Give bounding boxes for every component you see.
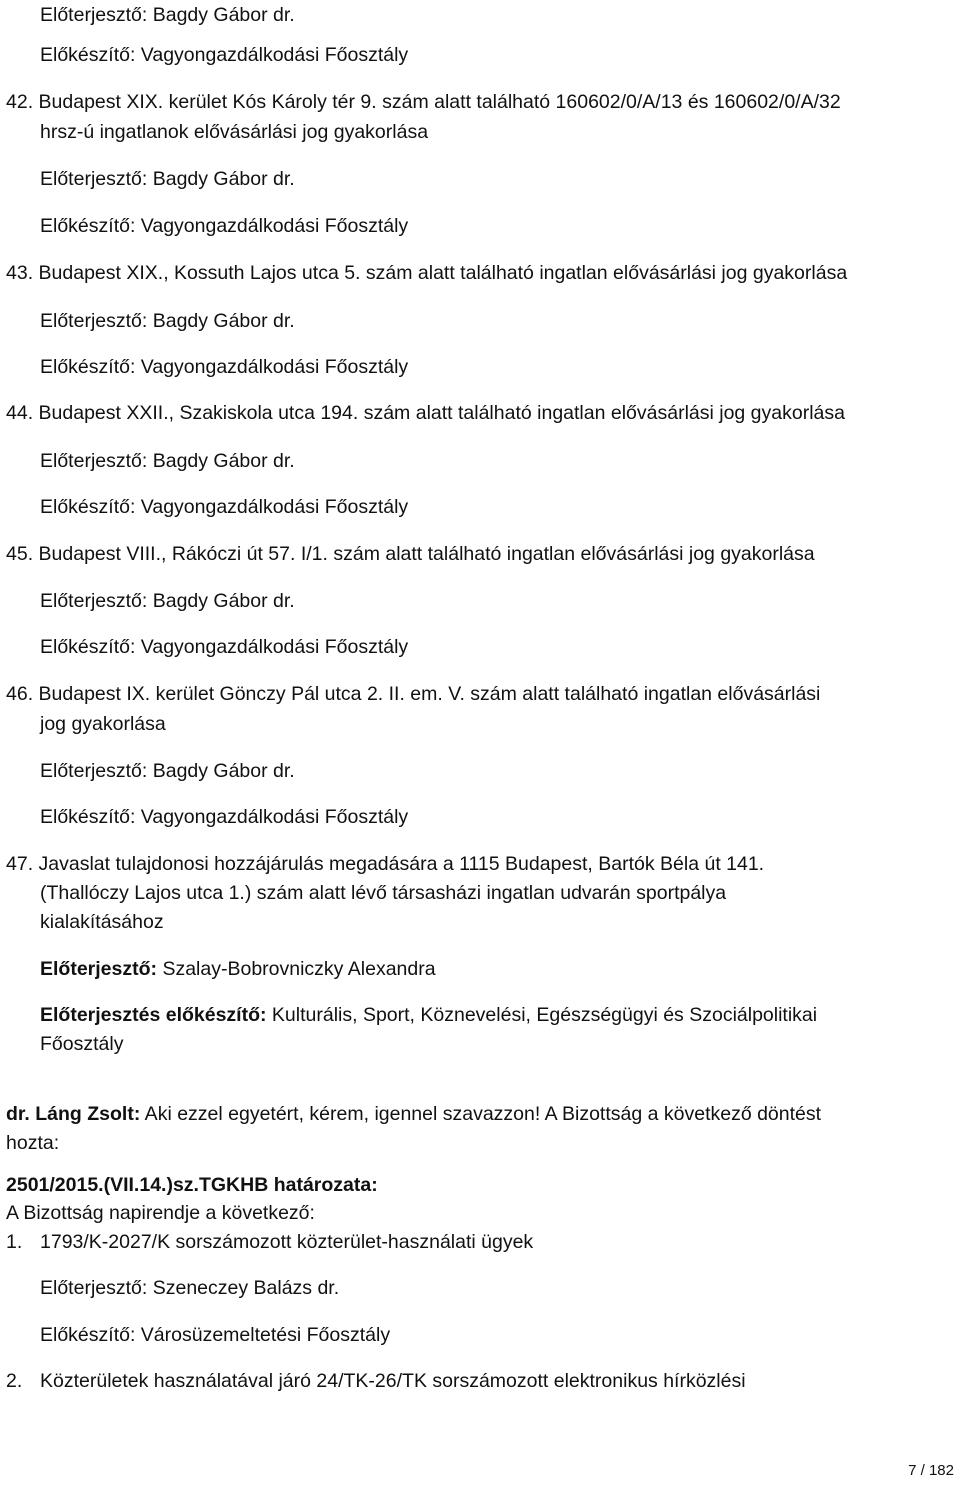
speaker-name: dr. Láng Zsolt:	[6, 1103, 141, 1125]
eloterjeszto-value: Szalay-Bobrovniczky Alexandra	[157, 958, 436, 980]
elokeszites-label: Előterjesztés előkészítő:	[40, 1004, 267, 1026]
eloterjeszto-line: Előterjesztő: Bagdy Gábor dr.	[40, 760, 295, 782]
agenda-item-46-cont: jog gyakorlása	[40, 713, 166, 735]
resolution-title: 2501/2015.(VII.14.)sz.TGKHB határozata:	[6, 1174, 378, 1196]
elokeszito-line: Előkészítő: Vagyongazdálkodási Főosztály	[40, 636, 409, 658]
agenda-item-47-cont: kialakításához	[40, 911, 164, 933]
eloterjeszto-line: Előterjesztő: Bagdy Gábor dr.	[40, 4, 295, 26]
point-text: 1793/K-2027/K sorszámozott közterület-használati ügyek	[40, 1231, 534, 1253]
speech-line-cont: hozta:	[6, 1132, 60, 1154]
agenda-item-47: 47. Javaslat tulajdonosi hozzájárulás megadására a 1115 Budapest, Bartók Béla út 141.	[6, 853, 765, 875]
elokeszites-value: Kulturális, Sport, Köznevelési, Egészségügyi és Szociálpolitikai	[266, 1004, 818, 1026]
eloterjeszto-line	[40, 954, 436, 984]
point-number: 2.	[6, 1370, 23, 1392]
resolution-point-2	[6, 1366, 746, 1396]
page-number: 7 / 182	[908, 1462, 954, 1479]
elokeszito-line: Előkészítő: Városüzemeltetési Főosztály	[40, 1324, 391, 1346]
resolution-point-1	[6, 1227, 533, 1257]
speech-line	[6, 1099, 821, 1129]
elokeszito-line: Előkészítő: Vagyongazdálkodási Főosztály	[40, 215, 409, 237]
eloterjeszto-line: Előterjesztő: Szeneczey Balázs dr.	[40, 1277, 340, 1299]
agenda-item-46: 46. Budapest IX. kerület Gönczy Pál utca 2. II. em. V. szám alatt található ingatlan elővásárlási	[6, 683, 821, 705]
agenda-item-42: 42. Budapest XIX. kerület Kós Károly tér 9. szám alatt található 160602/0/A/13 és 160602/0/A/32	[6, 91, 841, 113]
point-text: Közterületek használatával járó 24/TK-26/TK sorszámozott elektronikus hírközlési	[40, 1370, 746, 1392]
elokeszito-line: Előkészítő: Vagyongazdálkodási Főosztály	[40, 356, 409, 378]
agenda-item-47-cont: (Thallóczy Lajos utca 1.) szám alatt lévő társasházi ingatlan udvarán sportpálya	[40, 882, 727, 904]
elokeszito-line: Előkészítő: Vagyongazdálkodási Főosztály	[40, 496, 409, 518]
point-number: 1.	[6, 1231, 23, 1253]
eloterjeszto-label: Előterjesztő:	[40, 958, 158, 980]
elokeszites-line	[40, 1000, 817, 1030]
speech-text: Aki ezzel egyetért, kérem, igennel szavazzon! A Bizottság a következő döntést	[140, 1103, 822, 1125]
eloterjeszto-line: Előterjesztő: Bagdy Gábor dr.	[40, 310, 295, 332]
agenda-item-43: 43. Budapest XIX., Kossuth Lajos utca 5. szám alatt található ingatlan elővásárlási jog gyakorlása	[6, 262, 848, 284]
agenda-item-44: 44. Budapest XXII., Szakiskola utca 194. szám alatt található ingatlan elővásárlási jog gyakorlása	[6, 402, 845, 424]
elokeszites-line-cont: Főosztály	[40, 1033, 124, 1055]
elokeszito-line: Előkészítő: Vagyongazdálkodási Főosztály	[40, 44, 409, 66]
agenda-item-42-cont: hrsz-ú ingatlanok elővásárlási jog gyakorlása	[40, 121, 429, 143]
eloterjeszto-line: Előterjesztő: Bagdy Gábor dr.	[40, 168, 295, 190]
resolution-intro: A Bizottság napirendje a következő:	[6, 1202, 315, 1224]
elokeszito-line: Előkészítő: Vagyongazdálkodási Főosztály	[40, 806, 409, 828]
agenda-item-45: 45. Budapest VIII., Rákóczi út 57. I/1. szám alatt található ingatlan elővásárlási jog gyakorlása	[6, 543, 815, 565]
eloterjeszto-line: Előterjesztő: Bagdy Gábor dr.	[40, 590, 295, 612]
eloterjeszto-line: Előterjesztő: Bagdy Gábor dr.	[40, 450, 295, 472]
